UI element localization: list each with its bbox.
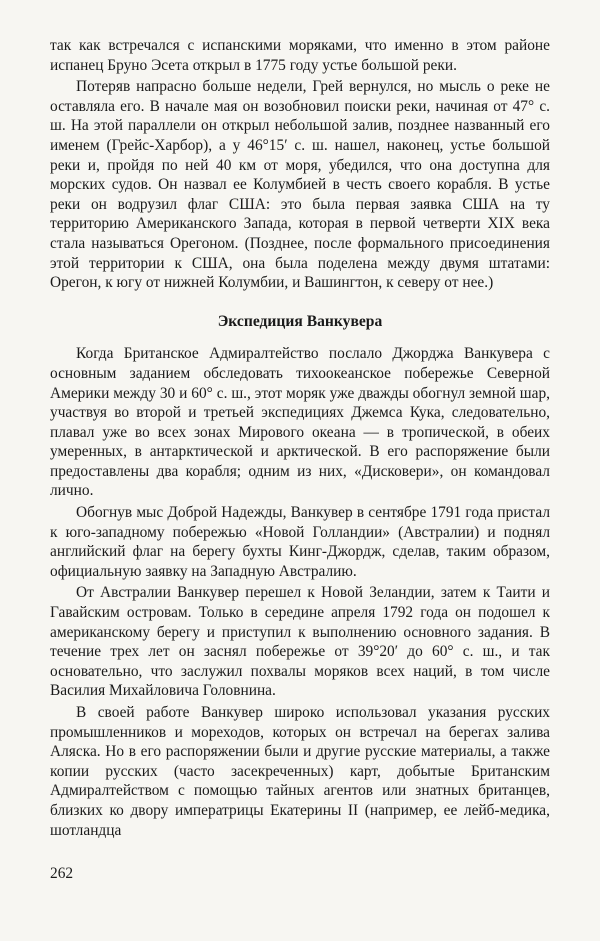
section-heading: Экспедиция Ванкувера	[217, 312, 383, 330]
paragraph-cape-good-hope: Обогнув мыс Доброй Надежды, Ванкувер в сентябре 1791 года пристал к юго-западному побережью «Новой Голландии» (Австралии) и поднял английский флаг на берегу бухты Кинг-Джордж, сделав, таким образом, официальную заявку на Западную Австралию.	[50, 504, 550, 580]
paragraph-continuation: так как встречался с испанскими моряками, что именно в этом районе испанец Бруно Эсета открыл в 1775 году устье большой реки.	[50, 37, 550, 74]
page-number: 262	[50, 865, 74, 882]
paragraph-vancouver-intro: Когда Британское Адмиралтейство послало Джорджа Ванкувера с основным заданием обследовать тихоокеанское побережье Северной Америки между 30 и 60° с. ш., этот моряк уже дважды обогнул земной шар, участвуя во второй и третьей экспедициях Джемса Кука, следовательно, плавал уже во всех зонах Мирового океана — в тропической, в обеих умеренных, в антарктической и арктической. В его распоряжение были предоставлены два корабля; одним из них, «Дисковери», он командовал лично.	[50, 345, 550, 500]
page-text	[50, 36, 550, 840]
paragraph-grey-columbia: Потеряв напрасно больше недели, Грей вернулся, но мысль о реке не оставляла его. В начале мая он возобновил поиски реки, начиная от 47° с. ш. На этой параллели он открыл небольшой залив, позднее названный его именем (Грейс-Харбор), а у 46°15′ с. ш. нашел, наконец, устье большой реки и, пройдя по ней 40 км от моря, убедился, что она доступна для морских судов. Он назвал ее Колумбией в честь своего корабля. В устье реки он водрузил флаг США: это была первая заявка США на ту территорию Американского Запада, которая в первой четверти XIX века стала называться Орегоном. (Позднее, после формального присоединения этой территории к США, она была поделена между двумя штатами: Орегон, к югу от нижней Колумбии, и Вашингтон, к северу от нее.)	[50, 78, 550, 292]
paragraph-new-zealand: От Австралии Ванкувер перешел к Новой Зеландии, затем к Таити и Гавайским островам. Только в середине апреля 1792 года он подошел к американскому берегу и приступил к выполнению основного задания. В течение трех лет он заснял побережье от 39°20′ до 60° с. ш., и так основательно, что заслужил похвалы моряков всех наций, в том числе Василия Михайловича Головнина.	[50, 584, 550, 700]
paragraph-russian-materials: В своей работе Ванкувер широко использовал указания русских промышленников и мореходов, которых он встречал на берегах залива Аляска. Но в его распоряжении были и другие русские материалы, а также копии русских (часто засекреченных) карт, добытые Британским Адмиралтейством с помощью тайных агентов или знатных британцев, близких ко двору императрицы Екатерины II (например, ее лейб-медика, шотландца	[50, 704, 550, 839]
